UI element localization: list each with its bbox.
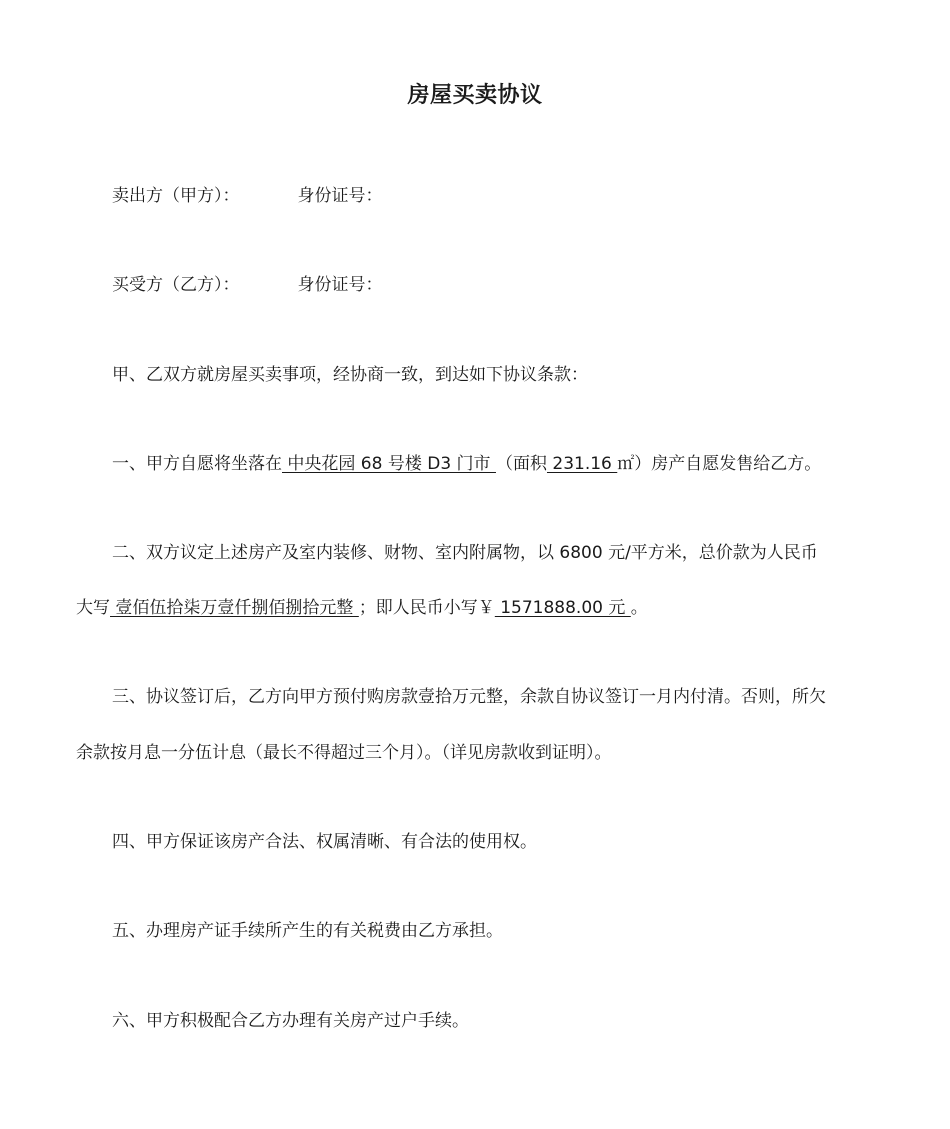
seller-id-label: 身份证号： — [297, 186, 383, 206]
property-area: 231.16 — [546, 454, 618, 474]
buyer-id-label: 身份证号： — [297, 275, 383, 295]
clause-3-line-1: 三、协议签订后，乙方向甲方预付购房款壹拾万元整，余款自协议签订一月内付清。否则，所欠 — [112, 687, 826, 707]
clause-6: 六、甲方积极配合乙方办理有关房产过户手续。 — [112, 1011, 469, 1031]
total-amount-words: 壹佰伍拾柒万壹仟捌佰捌拾元整 — [110, 598, 359, 618]
clause-1-suffix: ㎡）房产自愿发售给乙方。 — [617, 454, 822, 474]
document-title: 房屋买卖协议 — [407, 83, 543, 108]
clause-5: 五、办理房产证手续所产生的有关税费由乙方承担。 — [112, 921, 503, 941]
total-amount-number: 1571888.00 元 — [494, 598, 631, 618]
clause-1-mid: （面积 — [495, 454, 547, 474]
seller-label: 卖出方（甲方）： — [112, 186, 240, 206]
property-location: 中央花园 68 号楼 D3 门市 — [282, 454, 496, 474]
clause-4: 四、甲方保证该房产合法、权属清晰、有合法的使用权。 — [112, 832, 537, 852]
clause-2-prefix: 大写 — [76, 598, 110, 618]
clause-2-line-1: 二、双方议定上述房产及室内装修、财物、室内附属物，以 6800 元/平方米，总价款为人民币 — [112, 543, 818, 563]
buyer-line — [76, 273, 912, 297]
clause-2-end: 。 — [630, 598, 648, 618]
clause-1 — [76, 452, 912, 476]
clause-1-prefix: 一、甲方自愿将坐落在 — [112, 454, 282, 474]
clause-2-mid: ；即人民币小写￥ — [358, 598, 495, 618]
intro-paragraph: 甲、乙双方就房屋买卖事项，经协商一致，到达如下协议条款： — [112, 365, 588, 385]
buyer-label: 买受方（乙方）： — [112, 275, 240, 295]
seller-line — [76, 184, 912, 208]
clause-3-line-2: 余款按月息一分伍计息（最长不得超过三个月）。（详见房款收到证明）。 — [76, 743, 612, 763]
clause-2-line-2 — [76, 596, 876, 620]
